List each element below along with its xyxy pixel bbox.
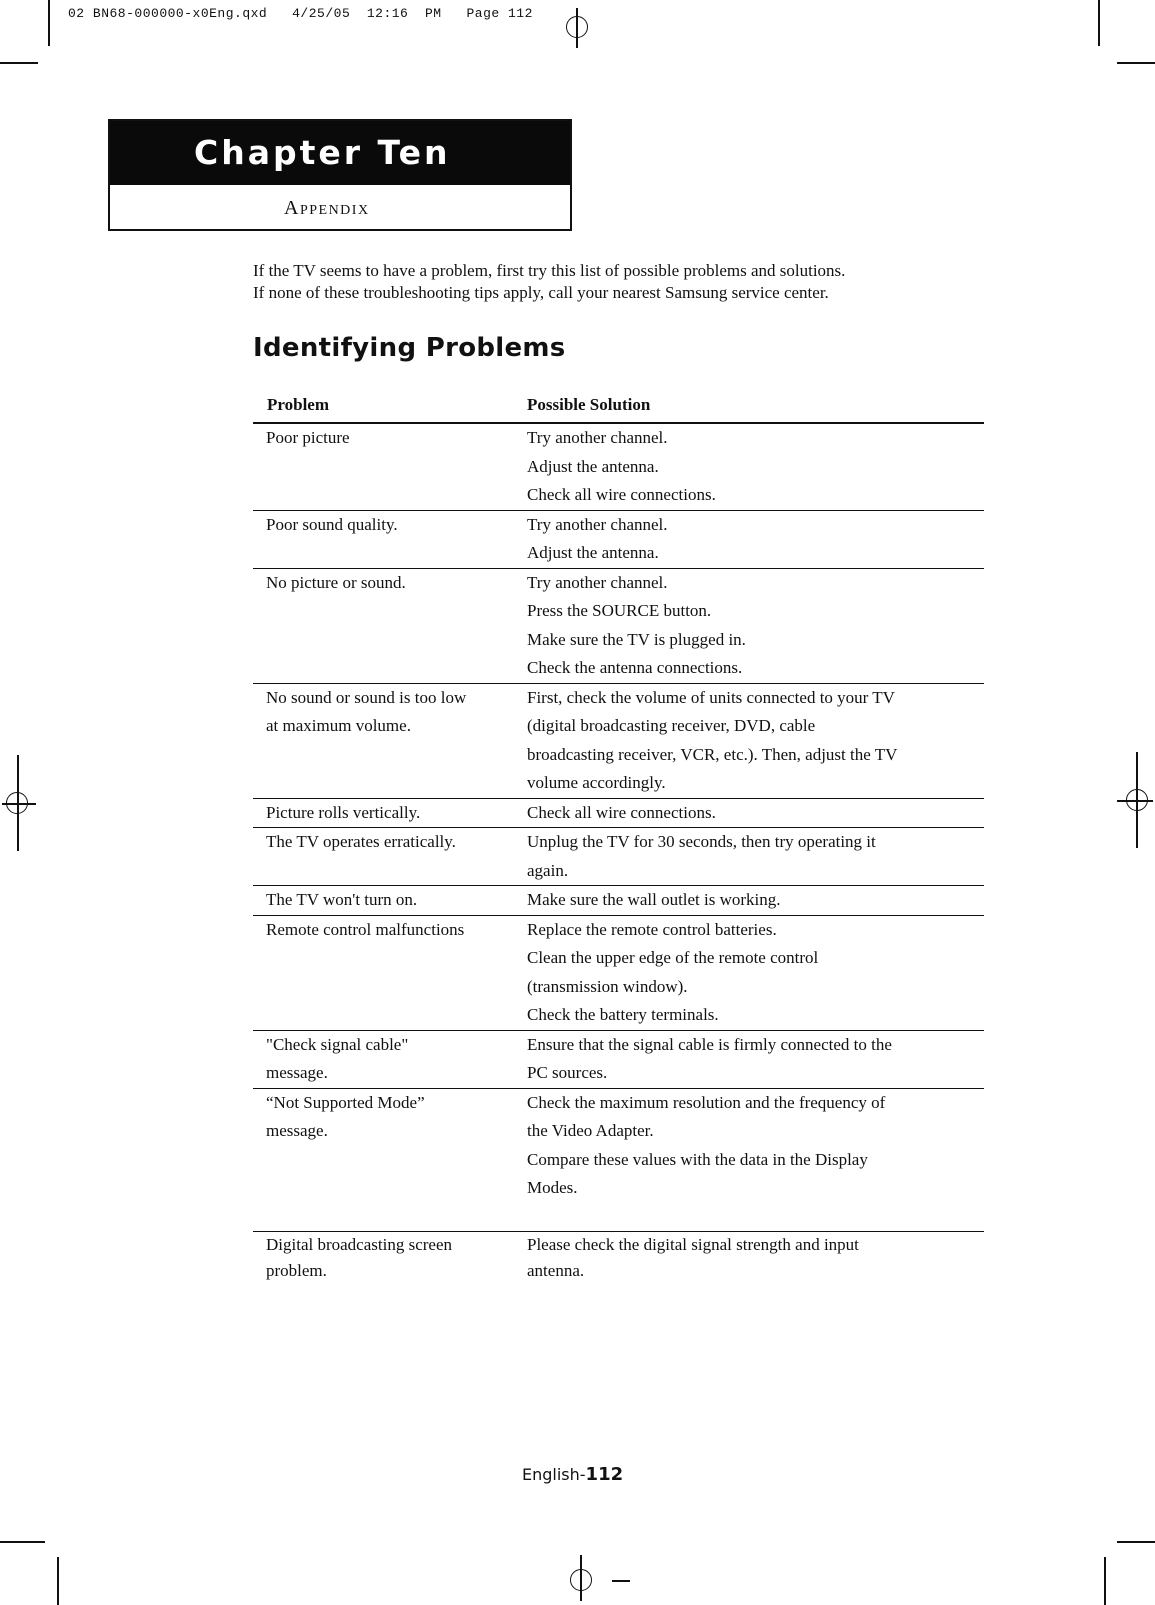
problem-text: The TV won't turn on. (266, 890, 418, 909)
solution-cell (515, 799, 984, 828)
problem-cell (253, 916, 515, 1030)
solution-cell (515, 684, 984, 798)
solution-text: Clean the upper edge of the remote control (527, 948, 819, 967)
solution-text: volume accordingly. (527, 773, 666, 792)
solution-text: Check the antenna connections. (527, 658, 743, 677)
chapter-title: Chapter Ten (110, 121, 570, 185)
section-title: Identifying Problems (253, 333, 566, 363)
table-row (253, 424, 984, 511)
solution-text: Unplug the TV for 30 seconds, then try operating it (527, 832, 876, 851)
table-row (253, 511, 984, 569)
footer-language: English- (522, 1465, 586, 1484)
solution-text: Check the maximum resolution and the frequency of (527, 1092, 886, 1112)
problem-text: at maximum volume. (266, 716, 411, 735)
problem-cell (253, 828, 515, 885)
solution-cell (515, 1089, 984, 1232)
solution-text: (digital broadcasting receiver, DVD, cable (527, 716, 816, 735)
table-row (253, 799, 984, 829)
page-number: 112 (585, 1464, 624, 1485)
solution-text: (transmission window). (527, 976, 688, 996)
solution-text: Please check the digital signal strength and input (527, 1235, 859, 1254)
intro-line-1: If the TV seems to have a problem, first try this list of possible problems and solutions. (253, 261, 846, 280)
problem-cell (253, 1232, 515, 1284)
table-row (253, 1031, 984, 1089)
chapter-header (108, 119, 572, 231)
side-mark-left-h (2, 803, 36, 805)
side-mark-bottom-center-h (612, 1580, 630, 1582)
problem-text: The TV operates erratically. (266, 832, 456, 851)
solution-text: PC sources. (527, 1063, 608, 1082)
problem-text: Remote control malfunctions (266, 919, 465, 939)
crop-mark-top-left (48, 0, 50, 46)
solution-text: again. (527, 860, 569, 880)
table-row (253, 828, 984, 886)
table-row (253, 1089, 984, 1233)
table-row (253, 684, 984, 799)
troubleshooting-table (253, 395, 984, 1284)
crop-mark-bottom-right (1104, 1557, 1106, 1605)
problem-cell (253, 886, 515, 915)
solution-cell (515, 1031, 984, 1088)
header-solution: Possible Solution (527, 395, 651, 414)
solution-text (527, 1203, 984, 1232)
problem-text: Poor sound quality. (266, 514, 398, 534)
problem-text: "Check signal cable" (266, 1034, 409, 1054)
solution-text: Make sure the TV is plugged in. (527, 629, 746, 649)
solution-text: Ensure that the signal cable is firmly connected to the (527, 1034, 892, 1054)
solution-text: Make sure the wall outlet is working. (527, 890, 781, 909)
solution-text: the Video Adapter. (527, 1121, 654, 1140)
intro-paragraph (253, 260, 1013, 304)
solution-text: Press the SOURCE button. (527, 601, 712, 620)
table-body (253, 424, 984, 1284)
problem-text: Poor picture (266, 428, 350, 447)
solution-cell (515, 828, 984, 885)
side-mark-right-h (1117, 800, 1153, 802)
problem-cell (253, 799, 515, 828)
solution-text: Adjust the antenna. (527, 543, 659, 562)
solution-text: Try another channel. (527, 514, 668, 534)
problem-cell (253, 1089, 515, 1232)
problem-text: message. (266, 1063, 328, 1082)
crop-mark-top-right-h (1117, 62, 1155, 64)
print-slug-line: 02 BN68-000000-x0Eng.qxd 4/25/05 12:16 PM Page 112 (68, 6, 533, 21)
problem-text: Digital broadcasting screen (266, 1235, 452, 1254)
solution-text: Adjust the antenna. (527, 456, 659, 476)
registration-mark-bottom-icon (570, 1569, 592, 1591)
solution-text: First, check the volume of units connected to your TV (527, 687, 895, 707)
solution-text: Try another channel. (527, 572, 668, 592)
solution-text: Replace the remote control batteries. (527, 919, 777, 939)
problem-text: problem. (266, 1261, 327, 1280)
solution-cell (515, 424, 984, 510)
solution-cell (515, 569, 984, 683)
problem-cell (253, 511, 515, 568)
table-row (253, 1232, 984, 1284)
intro-line-2: If none of these troubleshooting tips apply, call your nearest Samsung service center. (253, 283, 829, 302)
page-footer (522, 1464, 623, 1485)
crop-mark-bottom-left (57, 1557, 59, 1605)
problem-cell (253, 684, 515, 798)
problem-text: Picture rolls vertically. (266, 802, 421, 822)
registration-mark-top-icon (566, 16, 588, 38)
problem-cell (253, 424, 515, 510)
solution-text: Compare these values with the data in the Display (527, 1149, 868, 1169)
problem-text: No picture or sound. (266, 572, 406, 592)
solution-text: Try another channel. (527, 428, 668, 447)
problem-cell (253, 569, 515, 683)
solution-text: broadcasting receiver, VCR, etc.). Then, adjust the TV (527, 744, 898, 764)
header-problem: Problem (267, 395, 330, 414)
table-header (253, 395, 984, 424)
solution-text: Check all wire connections. (527, 485, 716, 504)
crop-mark-bottom-right-h (1117, 1541, 1155, 1543)
table-row (253, 916, 984, 1031)
table-row (253, 569, 984, 684)
crop-mark-top-right (1098, 0, 1100, 46)
solution-cell (515, 886, 984, 915)
solution-text: Check all wire connections. (527, 802, 716, 822)
problem-text: No sound or sound is too low (266, 687, 467, 707)
problem-cell (253, 1031, 515, 1088)
solution-text: Modes. (527, 1178, 578, 1197)
solution-cell (515, 511, 984, 568)
problem-text: message. (266, 1121, 328, 1140)
table-row (253, 886, 984, 916)
chapter-subtitle: Appendix (284, 197, 370, 219)
solution-cell (515, 916, 984, 1030)
problem-text: “Not Supported Mode” (266, 1092, 425, 1112)
crop-mark-bottom-left-h (0, 1541, 45, 1543)
solution-text: Check the battery terminals. (527, 1005, 719, 1024)
solution-cell (515, 1232, 984, 1284)
solution-text: antenna. (527, 1261, 585, 1280)
crop-mark-top-left-h (0, 62, 38, 64)
